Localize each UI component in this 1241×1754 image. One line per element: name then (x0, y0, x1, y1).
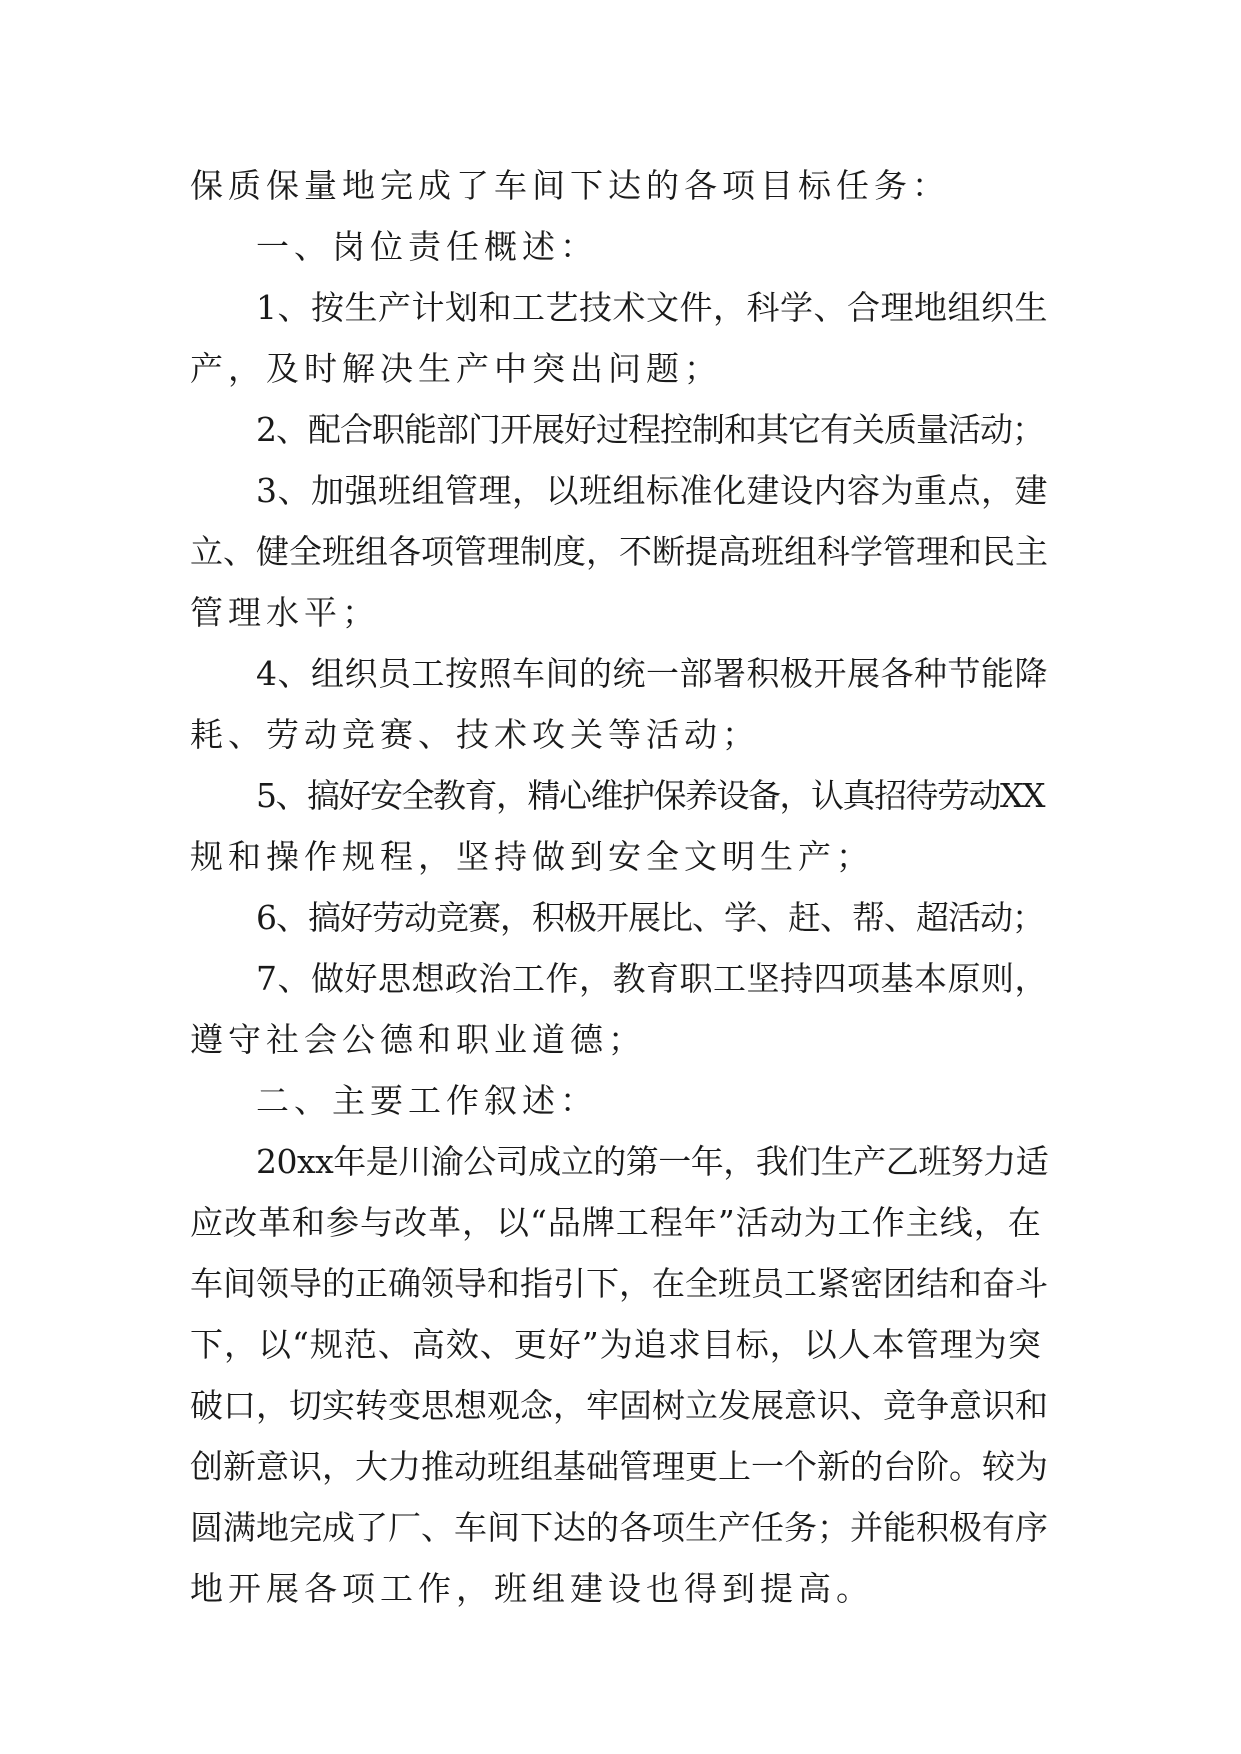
text-line: 应改革和参与改革，以“品牌工程年”活动为工作主线，在 (190, 1203, 1042, 1242)
text-line: 保质保量地完成了车间下达的各项目标任务： (190, 166, 950, 205)
text-line: 4、组织员工按照车间的统一部署积极开展各种节能降 (256, 654, 1048, 693)
text-line: 3、加强班组管理，以班组标准化建设内容为重点，建 (256, 471, 1048, 510)
text-line: 20xx年是川渝公司成立的第一年，我们生产乙班努力适 (256, 1142, 1049, 1181)
text-line: 耗、劳动竞赛、技术攻关等活动； (190, 715, 760, 754)
text-line: 二、主要工作叙述： (256, 1081, 598, 1120)
text-line: 规和操作规程，坚持做到安全文明生产； (190, 837, 874, 876)
text-line: 创新意识，大力推动班组基础管理更上一个新的台阶。较为 (190, 1447, 1048, 1486)
text-line: 车间领导的正确领导和指引下，在全班员工紧密团结和奋斗 (190, 1264, 1048, 1303)
text-line: 2、配合职能部门开展好过程控制和其它有关质量活动； (256, 410, 1044, 449)
text-line: 立、健全班组各项管理制度，不断提高班组科学管理和民主 (190, 532, 1048, 571)
text-line: 遵守社会公德和职业道德； (190, 1020, 646, 1059)
text-line: 1、按生产计划和工艺技术文件，科学、合理地组织生 (256, 288, 1048, 327)
text-line: 6、搞好劳动竞赛，积极开展比、学、赶、帮、超活动； (256, 898, 1044, 937)
text-line: 5、搞好安全教育，精心维护保养设备，认真招待劳动XX (256, 776, 1044, 815)
text-line: 破口，切实转变思想观念，牢固树立发展意识、竞争意识和 (190, 1386, 1048, 1425)
text-line: 下，以“规范、高效、更好”为追求目标，以人本管理为突 (190, 1325, 1042, 1364)
text-line: 管理水平； (190, 593, 380, 632)
document-body (190, 155, 1050, 1619)
text-line: 圆满地完成了厂、车间下达的各项生产任务；并能积极有序 (190, 1508, 1048, 1547)
text-line: 7、做好思想政治工作，教育职工坚持四项基本原则， (256, 959, 1048, 998)
text-line: 地开展各项工作，班组建设也得到提高。 (190, 1569, 874, 1608)
text-line: 产，及时解决生产中突出问题； (190, 349, 722, 388)
text-line: 一、岗位责任概述： (256, 227, 598, 266)
